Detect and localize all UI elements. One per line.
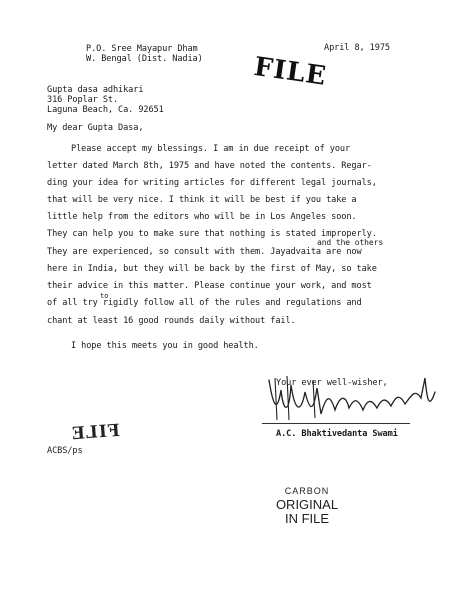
- insert-to: to: [100, 292, 109, 300]
- body-line-4: that will be very nice. I think it will be best if you take a: [47, 195, 357, 205]
- body-line-6: They can help you to make sure that nothing is stated improperly.: [47, 229, 377, 239]
- body-line-10: of all try rigidly follow all of the rules and regulations and: [47, 298, 362, 308]
- recipient-name: Gupta dasa adhikari: [47, 85, 144, 95]
- letter-date: April 8, 1975: [324, 43, 390, 53]
- body-line-2: letter dated March 8th, 1975 and have noted the contents. Regar-: [47, 161, 372, 171]
- stamp-in-file-text: IN FILE: [284, 511, 330, 526]
- sender-address-line-1: P.O. Sree Mayapur Dham: [86, 44, 198, 54]
- recipient-city: Laguna Beach, Ca. 92651: [47, 105, 164, 115]
- stamp-original-text: ORIGINAL: [275, 497, 339, 512]
- signature-line: [262, 423, 410, 424]
- sender-address-line-2: W. Bengal (Dist. Nadia): [86, 54, 203, 64]
- body-line-1: Please accept my blessings. I am in due receipt of your: [71, 144, 351, 154]
- closing-line: I hope this meets you in good health.: [71, 341, 259, 351]
- signatory-name: A.C. Bhaktivedanta Swami: [276, 429, 398, 439]
- body-line-8: here in India, but they will be back by the first of May, so take: [47, 264, 377, 274]
- insert-and-the-others: and the others: [317, 238, 384, 247]
- carbon-original-stamp: [262, 484, 352, 534]
- body-line-11: chant at least 16 good rounds daily without fail.: [47, 316, 296, 326]
- typist-initials: ACBS/ps: [47, 446, 83, 456]
- recipient-street: 316 Poplar St.: [47, 95, 119, 105]
- body-line-9: their advice in this matter. Please continue your work, and most: [47, 281, 372, 291]
- body-line-3: ding your idea for writing articles for different legal journals,: [47, 178, 377, 188]
- valediction: Your ever well-wisher,: [276, 378, 388, 388]
- body-line-7: They are experienced, so consult with them. Jayadvaita are now: [47, 247, 362, 257]
- body-line-5: little help from the editors who will be in Los Angeles soon.: [47, 212, 357, 222]
- handwritten-signature: [265, 370, 445, 425]
- file-stamp: FILE: [252, 51, 329, 92]
- stamp-carbon-text: CARBON: [284, 486, 330, 496]
- salutation: My dear Gupta Dasa,: [47, 123, 144, 133]
- file-stamp-reversed: FILE: [70, 420, 121, 445]
